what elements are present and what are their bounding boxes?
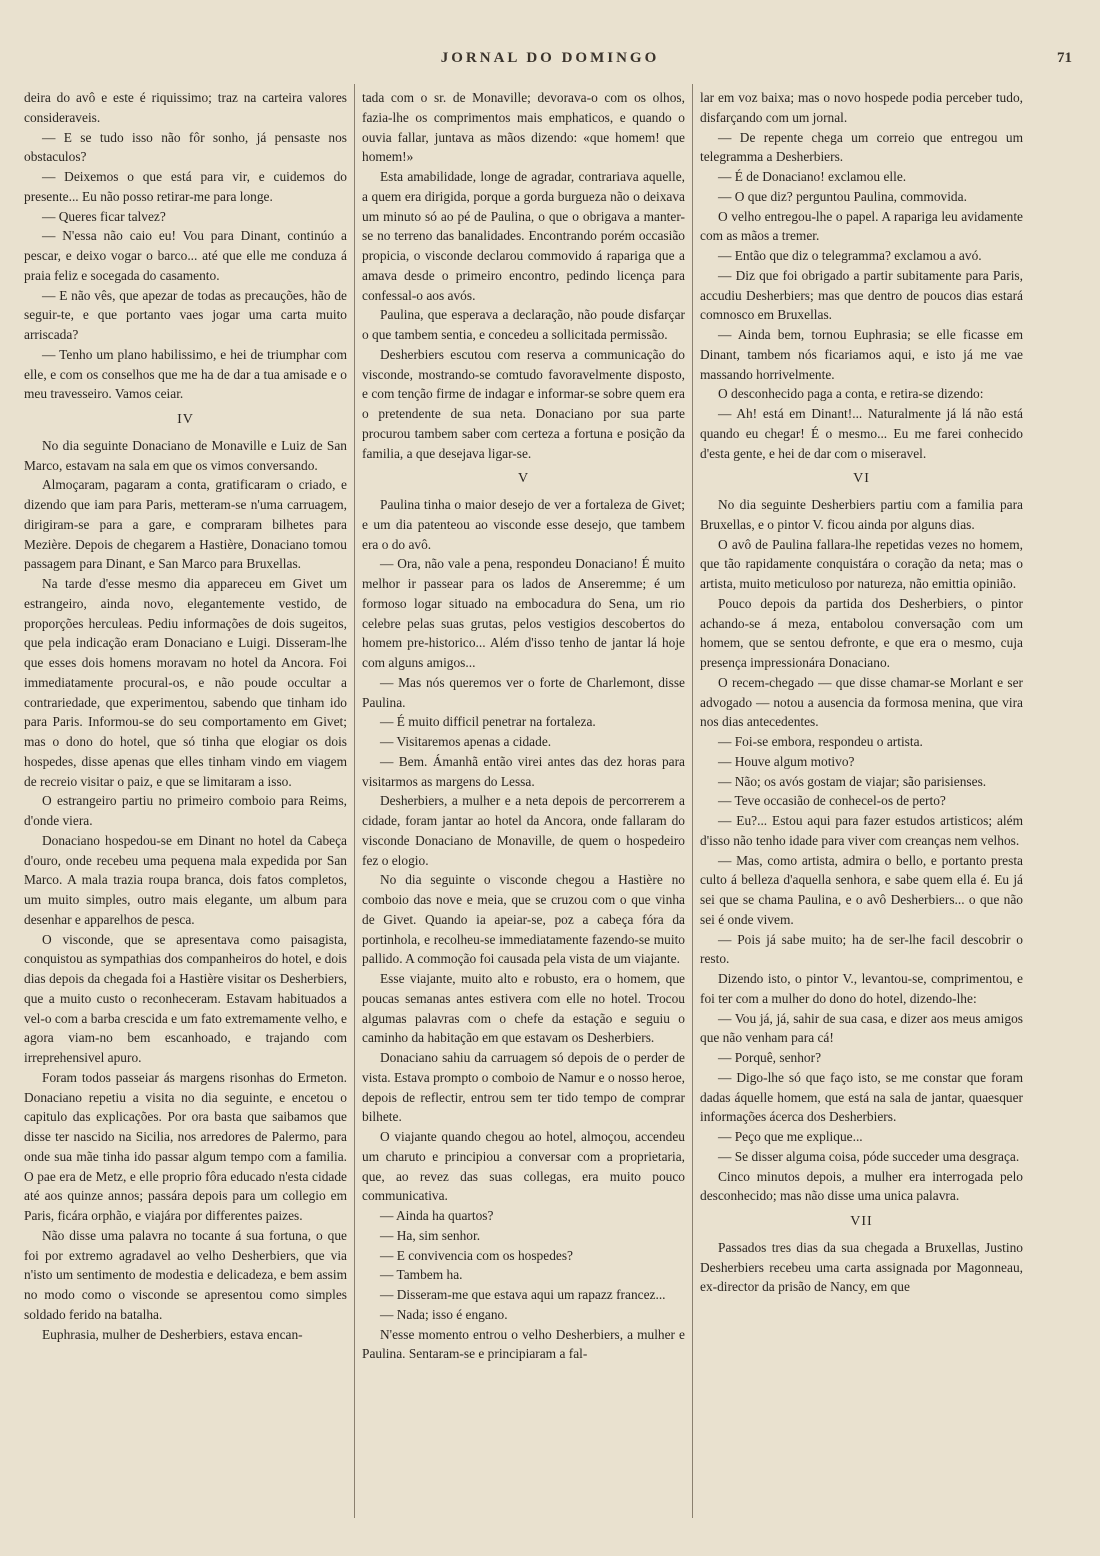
- paragraph: — Ah! está em Dinant!... Naturalmente já lá não está quando eu chegar! É o mesmo... Eu me farei conhecido d'esta gente, e hei de dar com o miseravel.: [700, 406, 1023, 461]
- paragraph: — Ainda ha quartos?: [380, 1208, 494, 1223]
- chapter-heading: IV: [177, 412, 194, 427]
- text-column-1: [24, 88, 347, 1344]
- paragraph: — Deixemos o que está para vir, e cuidemos do presente... Eu não posso retirar-me para longe.: [24, 169, 347, 204]
- paragraph: — Se disser alguma coisa, póde succeder uma desgraça.: [718, 1148, 1020, 1164]
- paragraph: Donaciano hospedou-se em Dinant no hotel da Cabeça d'ouro, onde recebeu uma pequena mala expedida por San Marco. A mala trazia roupa branca, dois fatos completos, um muito simples, outro mais elegante, um album para desenhar e apparelhos de pesca.: [24, 832, 347, 927]
- paragraph: — Tenho um plano habilissimo, e hei de triumphar com elle, e com os conselhos que me ha de dar a tua amisade e o meu travesseiro. Vamos ceiar.: [24, 346, 347, 402]
- paragraph: Passados tres dias da sua chegada a Bruxellas, Justino Desherbiers recebeu uma carta assignada por Magonneau, ex-director da prisão de Nancy, em que: [700, 1239, 1023, 1295]
- paragraph: — Disseram-me que estava aqui um rapazz francez...: [380, 1287, 666, 1302]
- chapter-heading: VII: [850, 1214, 873, 1229]
- paragraph: Pouco depois da partida dos Desherbiers, o pintor achando-se á meza, entabolou conversação com um homem, que se sentou defronte, e que era o mesmo, cuja presença impressionára Donaciano.: [700, 595, 1023, 670]
- column-divider: [354, 84, 355, 1518]
- paragraph: Desherbiers, a mulher e a neta depois de percorrerem a cidade, foram jantar ao hotel da Ancora, onde fallaram do visconde Donaciano de Monaville, de quem o hospedeiro fez o elogio.: [362, 793, 685, 868]
- paragraph: — Digo-lhe só que faço isto, se me constar que foram dadas áquelle homem, que está na sala de jantar, quaesquer informações ácerca dos Desherbiers.: [700, 1069, 1023, 1125]
- paragraph: Paulina, que esperava a declaração, não poude disfarçar o que tambem sentia, e concedeu a sollicitada permissão.: [362, 307, 685, 342]
- paragraph: O estrangeiro partiu no primeiro comboio para Reims, d'onde viera.: [24, 793, 347, 828]
- paragraph: Desherbiers escutou com reserva a communicação do visconde, mostrando-se comtudo favoravelmente disposto, e com tenção firme de indagar e informar-se sobre quem era o pretendente de sua neta. Donaciano por sua parte procurou tambem saber com certeza a fortuna e posição da familia, a que desejava ligar-se.: [362, 346, 685, 461]
- paragraph: deira do avô e este é riquissimo; traz na carteira valores consideraveis.: [24, 90, 347, 125]
- paragraph: — Teve occasião de conhecel-os de perto?: [718, 793, 946, 809]
- paragraph: — Visitaremos apenas a cidade.: [380, 734, 552, 749]
- paragraph: O desconhecido paga a conta, e retira-se dizendo:: [718, 386, 984, 402]
- paragraph: O avô de Paulina fallara-lhe repetidas vezes no homem, que tão rapidamente conquistára o coração da neta; mas o artista, muito meticuloso por natureza, não emittia opinião.: [700, 536, 1023, 591]
- paragraph: — Ainda bem, tornou Euphrasia; se elle ficasse em Dinant, tambem nós ficariamos aqui, e isto já me vae massando horrivelmente.: [700, 327, 1023, 382]
- paragraph: Esse viajante, muito alto e robusto, era o homem, que poucas semanas antes estivera com elle no hotel. Trocou algumas palavras com o chefe da estação e seguiu o caminho da habitação em que estavam os Desherbiers.: [362, 971, 685, 1046]
- paragraph: Na tarde d'esse mesmo dia appareceu em Givet um estrangeiro, ainda novo, elegantemente vestido, de proporções herculeas. Pediu informações de dois sugeitos, que pela indicação eram Donaciano e Luigi. Disseram-lhe que esses dois homens moravam no hotel da Ancora. Foi immediatamente procural-os, e não poude occultar a contrariedade, que experimentou, sabendo que tinham ido para Paris. Informou-se do seu comportamento em Givet; mas o dono do hotel, que só tinha que elogiar os dois hospedes, disse apenas que elles tinham vindo em viagem de recreio visitar o paiz, e que se limitaram a isso.: [24, 576, 347, 789]
- paragraph: — Bem. Ámanhã então virei antes das dez horas para visitarmos as margens do Lessa.: [362, 753, 685, 789]
- paragraph: — Peço que me explique...: [718, 1129, 863, 1144]
- paragraph: — Eu?... Estou aqui para fazer estudos artisticos; além d'isso não tenho idade para viver com creanças nem velhos.: [700, 813, 1023, 848]
- paragraph: No dia seguinte o visconde chegou a Hastière no comboio das nove e meia, que se cruzou com o que vinha de Givet. Quando ia apeiar-se, poz a cabeça fóra da portinhola, e recolheu-se immediatamente fazendo-se muito pallido. A commoção foi causada pela vista de um viajante.: [362, 872, 685, 967]
- paragraph: — Vou já, já, sahir de sua casa, e dizer aos meus amigos que não venham para cá!: [700, 1010, 1023, 1046]
- paragraph: — De repente chega um correio que entregou um telegramma a Desherbiers.: [700, 129, 1023, 165]
- text-column-2: [362, 88, 685, 1364]
- paragraph: — E se tudo isso não fôr sonho, já pensaste nos obstaculos?: [24, 129, 347, 165]
- paragraph: — Tambem ha.: [380, 1267, 463, 1283]
- paragraph: O recem-chegado — que disse chamar-se Morlant e ser advogado — notou a ausencia da formosa menina, que vira nos dias antecedentes.: [700, 674, 1023, 730]
- paragraph: Paulina tinha o maior desejo de ver a fortaleza de Givet; e um dia patenteou ao visconde esse desejo, que tambem era o do avô.: [362, 497, 685, 552]
- paragraph: — É muito difficil penetrar na fortaleza.: [380, 714, 596, 730]
- paragraph: O viajante quando chegou ao hotel, almoçou, accendeu um charuto e principiou a conversar com a proprietaria, que, ao revez das suas collegas, era muito pouco communicativa.: [362, 1129, 685, 1204]
- paragraph: — Mas nós queremos ver o forte de Charlemont, disse Paulina.: [362, 674, 685, 710]
- text-column-3: [700, 88, 1023, 1297]
- paragraph: — N'essa não caio eu! Vou para Dinant, continúo a pescar, e deixo vogar o barco... até que elle me conduza á praia feliz e socegada do casamento.: [24, 228, 347, 283]
- page-number: 71: [1057, 50, 1072, 66]
- masthead: JORNAL DO DOMINGO: [440, 50, 660, 66]
- page-header: [24, 50, 1076, 72]
- paragraph: — Ha, sim senhor.: [380, 1227, 481, 1243]
- paragraph: Dizendo isto, o pintor V., levantou-se, comprimentou, e foi ter com a mulher do dono do hotel, dizendo-lhe:: [700, 971, 1023, 1006]
- paragraph: — E não vês, que apezar de todas as precauções, hão de seguir-te, e que portanto vaes jogar uma carta muito arriscada?: [24, 287, 347, 342]
- paragraph: No dia seguinte Desherbiers partiu com a familia para Bruxellas, e o pintor V. ficou ainda por alguns dias.: [700, 497, 1023, 532]
- paragraph: — O que diz? perguntou Paulina, commovida.: [718, 188, 967, 204]
- paragraph: — É de Donaciano! exclamou elle.: [718, 169, 907, 184]
- column-divider: [692, 84, 693, 1518]
- paragraph: Euphrasia, mulher de Desherbiers, estava encan-: [42, 1326, 303, 1342]
- paragraph: — Ora, não vale a pena, respondeu Donaciano! É muito melhor ir passear para os lados de Anseremme; é um formoso logar situado na embocadura do Sena, um rio celebre pelas suas grutas, pelos vestigios descobertos do homem pre-historico... Além d'isso tenho de jantar lá hoje com alguns amigos...: [362, 556, 685, 670]
- paragraph: N'esse momento entrou o velho Desherbiers, a mulher e Paulina. Sentaram-se e principiaram a fal-: [362, 1326, 685, 1362]
- paragraph: — Diz que foi obrigado a partir subitamente para Paris, accudiu Desherbiers; mas que dentro de poucos dias estará comnosco em Bruxellas.: [700, 267, 1023, 323]
- paragraph: Almoçaram, pagaram a conta, gratificaram o criado, e dizendo que iam para Paris, metteram-se n'uma carruagem, dirigiram-se para a gare, e compraram bilhetes para Mezière. Depois de chegarem a Hastière, Donaciano tomou passagem para Dinant, e San Marco para Bruxellas.: [24, 477, 347, 572]
- paragraph: O visconde, que se apresentava como paisagista, conquistou as sympathias dos companheiros do hotel, e dois dias depois da chegada foi a Hastière visitar os Desherbiers, que a muito custo o reconheceram. Estavam habituados a vel-o com a barba crescida e um fato extremamente velho, e agora viam-no bem escanhoado, e trajando com irreprehensivel apuro.: [24, 931, 347, 1065]
- paragraph: — Queres ficar talvez?: [42, 208, 166, 224]
- paragraph: — Pois já sabe muito; ha de ser-lhe facil descobrir o resto.: [700, 931, 1023, 967]
- chapter-heading: V: [517, 471, 530, 487]
- paragraph: — E convivencia com os hospedes?: [380, 1247, 573, 1263]
- paragraph: Esta amabilidade, longe de agradar, contrariava aquelle, a quem era dirigida, porque a gorda burgueza não o deixava um minuto só ao pé de Paulina, o que o obrigava a manter-se no terreno das banalidades. Encontrando porém occasião propicia, o visconde declarou commovido á rapariga que a amava desde o primeiro encontro, pedindo licença para confessal-o aos avós.: [362, 169, 685, 303]
- paragraph: Cinco minutos depois, a mulher era interrogada pelo desconhecido; mas não disse uma unica palavra.: [700, 1168, 1023, 1204]
- paragraph: No dia seguinte Donaciano de Monaville e Luiz de San Marco, estavam na sala em que os vimos conversando.: [24, 437, 347, 473]
- paragraph: tada com o sr. de Monaville; devorava-o com os olhos, fazia-lhe os comprimentos mais emphaticos, e quando o ouvia fallar, juntava as mãos dizendo: «que homem! que homem!»: [362, 90, 685, 165]
- paragraph: Donaciano sahiu da carruagem só depois de o perder de vista. Estava prompto o comboio de Namur e o nosso heroe, depois de reflectir, entrou sem ter tido tempo de comprar bilhete.: [362, 1050, 685, 1125]
- paragraph: — Não; os avós gostam de viajar; são parisienses.: [718, 773, 987, 789]
- chapter-heading: VI: [853, 471, 870, 487]
- paragraph: — Porquê, senhor?: [718, 1050, 822, 1065]
- paragraph: lar em voz baixa; mas o novo hospede podia perceber tudo, disfarçando com um jornal.: [700, 90, 1023, 125]
- paragraph: — Mas, como artista, admira o bello, e portanto presta culto á belleza d'aquella senhora, e sabe quem ella é. Eu já sei que se chama Paulina, e o avô Desherbiers... o que não sei é onde vivem.: [700, 852, 1023, 927]
- paragraph: Foram todos passeiar ás margens risonhas do Ermeton. Donaciano repetiu a visita no dia seguinte, e encetou o capitulo das explicações. Por ora basta que saibamos que disse ter nascido na Sicilia, nos arredores de Palermo, para onde sua mãe tinha ido passar algum tempo com a familia. O pae era de Metz, e elle proprio fôra educado n'esta cidade até aos quinze annos; passára depois para um collegio em Paris, ficára orphão, e viajára por differentes paizes.: [24, 1069, 347, 1223]
- paragraph: — Foi-se embora, respondeu o artista.: [718, 734, 923, 749]
- paragraph: — Houve algum motivo?: [718, 753, 855, 769]
- paragraph: — Nada; isso é engano.: [380, 1306, 508, 1322]
- paragraph: — Então que diz o telegramma? exclamou a avó.: [718, 248, 982, 263]
- paragraph: O velho entregou-lhe o papel. A rapariga leu avidamente com as mãos a tremer.: [700, 208, 1023, 244]
- paragraph: Não disse uma palavra no tocante á sua fortuna, o que foi por extremo agradavel ao velho Desherbiers, que via n'isto um sentimento de modestia e delicadeza, e bem assim no modo como o visconde se apresentou como simples soldado ferido na batalha.: [24, 1227, 347, 1322]
